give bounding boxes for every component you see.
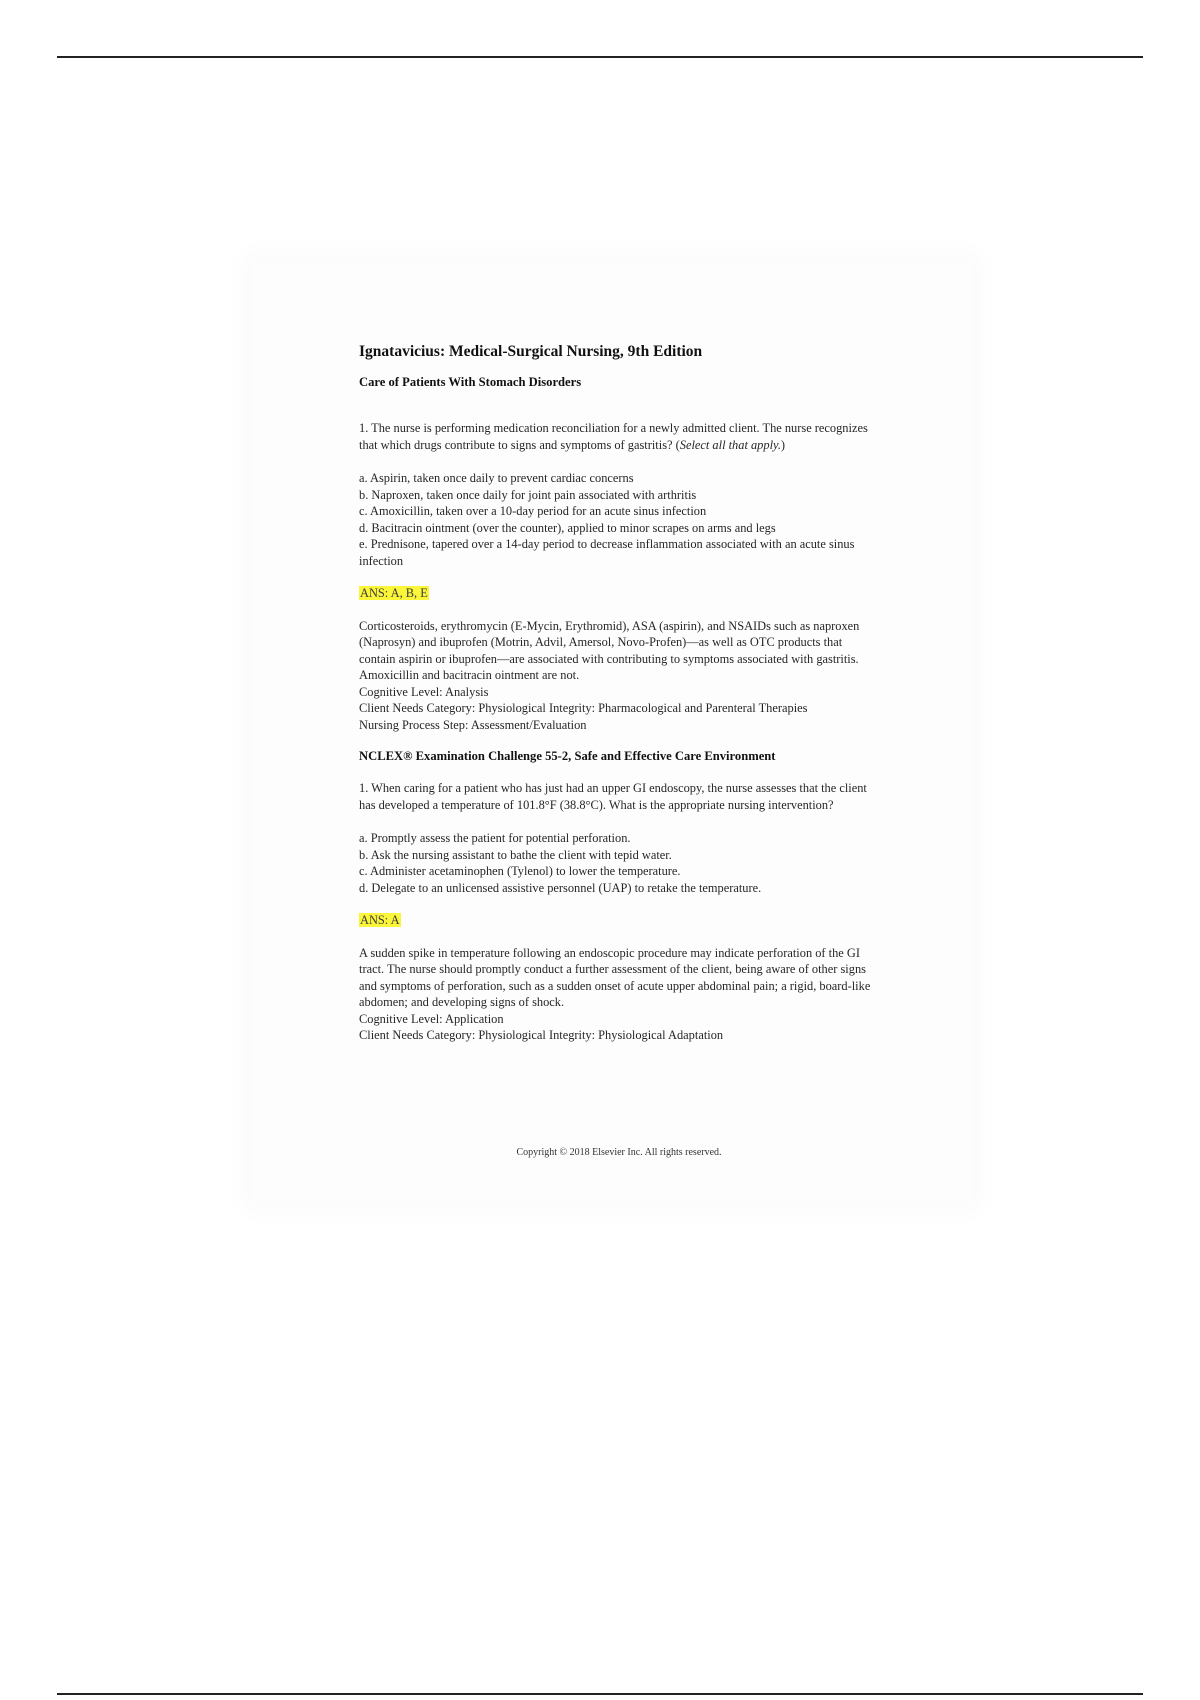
question-1-cognitive-level: Cognitive Level: Analysis [359,684,489,699]
copyright-footer: Copyright © 2018 Elsevier Inc. All rights reserved. [516,1147,722,1158]
document-content [359,342,879,1044]
option-c: c. Administer acetaminophen (Tylenol) to lower the temperature. [359,864,681,878]
option-a: a. Promptly assess the patient for potential perforation. [359,831,631,845]
question-1-stem-italic: Select all that apply. [679,437,781,452]
option-b: b. Naproxen, taken once daily for joint pain associated with arthritis [359,487,697,502]
question-1-answer [359,585,879,602]
question-2-cognitive-level: Cognitive Level: Application [359,1011,504,1026]
answer-highlight: ANS: A [360,913,400,927]
option-d: d. Delegate to an unlicensed assistive personnel (UAP) to retake the temperature. [359,880,762,895]
question-1-nursing-process: Nursing Process Step: Assessment/Evaluation [359,717,587,732]
question-2-client-needs: Client Needs Category: Physiological Integrity: Physiological Adaptation [359,1028,724,1042]
question-1-rationale: Corticosteroids, erythromycin (E-Mycin, Erythromid), ASA (aspirin), and NSAIDs such as naproxen (Naprosyn) and ibuprofen (Motrin, Advil, Amersol, Novo-Profen)—as well as OTC products that contain aspirin or ibuprofen—are associated with contributing to symptoms associated with gastritis. Amoxicillin and bacitracin ointment are not. [359,618,860,682]
question-2-rationale: A sudden spike in temperature following an endoscopic procedure may indicate perforation of the GI tract. The nurse should promptly conduct a further assessment of the client, being aware of other signs and symptoms of perforation, such as a sudden onset of acute upper abdominal pain; a rigid, board-like abdomen; and developing signs of shock. [359,945,871,1009]
question-1-options [359,470,879,569]
option-a: a. Aspirin, taken once daily to prevent cardiac concerns [359,471,634,485]
question-1-client-needs: Client Needs Category: Physiological Integrity: Pharmacological and Parenteral Therapies [359,701,808,715]
section-title: NCLEX® Examination Challenge 55-2, Safe and Effective Care Environment [359,749,776,763]
option-b: b. Ask the nursing assistant to bathe the client with tepid water. [359,847,672,862]
question-2-options [359,830,879,896]
question-1 [359,420,879,733]
option-c: c. Amoxicillin, taken over a 10-day period for an acute sinus infection [359,504,707,518]
question-2-answer [359,912,879,929]
option-d: d. Bacitracin ointment (over the counter), applied to minor scrapes on arms and legs [359,520,776,535]
question-2 [359,780,879,1044]
answer-highlight: ANS: A, B, E [360,586,428,600]
document-title: Ignatavicius: Medical-Surgical Nursing, 9th Edition [359,343,703,360]
top-divider [57,56,1143,58]
question-1-stem: 1. The nurse is performing medication reconciliation for a newly admitted client. The nurse recognizes that which drugs contribute to signs and symptoms of gastritis? (Select all that apply.) [359,421,868,452]
option-e: e. Prednisone, tapered over a 14-day period to decrease inflammation associated with an acute sinus infection [359,537,855,568]
chapter-title: Care of Patients With Stomach Disorders [359,375,582,389]
question-2-stem: 1. When caring for a patient who has just had an upper GI endoscopy, the nurse assesses that the client has developed a temperature of 101.8°F (38.8°C). What is the appropriate nursing intervention? [359,781,867,812]
bottom-divider [57,1693,1143,1695]
